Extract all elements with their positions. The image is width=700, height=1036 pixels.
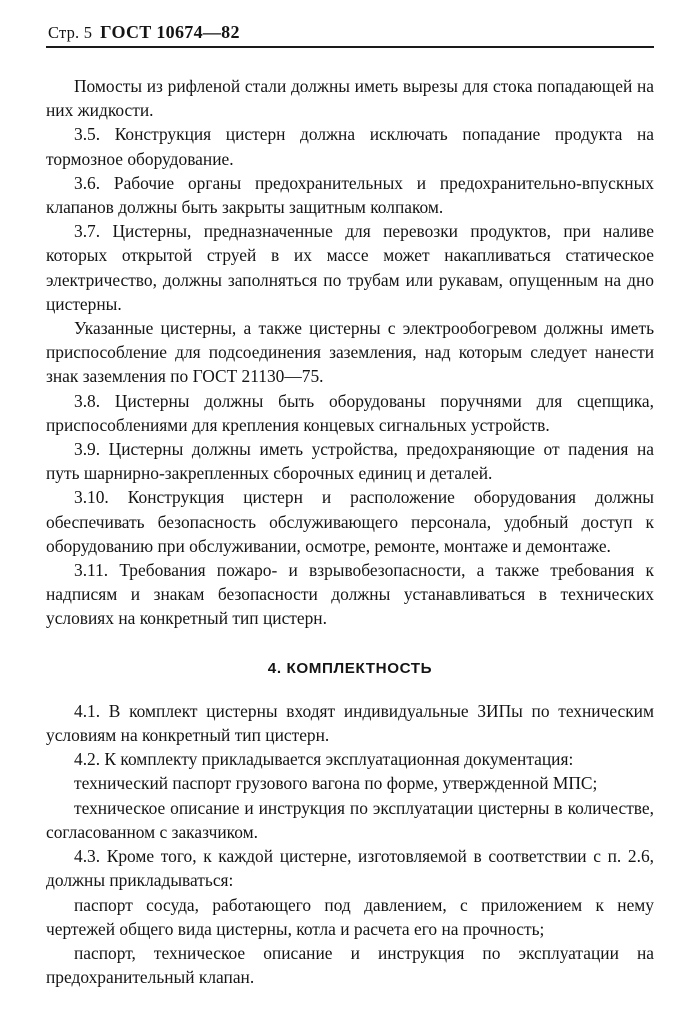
paragraph-4-3-item-2: паспорт, техническое описание и инструкция по эксплуатации на предохранительный клапан. — [46, 942, 654, 988]
section-heading-4: 4. КОМПЛЕКТНОСТЬ — [267, 659, 433, 677]
paragraph-3-9: 3.9. Цистерны должны иметь устройства, предохраняющие от падения на путь шарнирно-закрепленных сборочных единиц и деталей. — [46, 439, 654, 484]
header-divider — [46, 46, 654, 48]
paragraph-4-1: 4.1. В комплект цистерны входят индивидуальные ЗИПы по техническим условиям на конкретный тип цистерн. — [46, 700, 654, 746]
paragraph-4-3-item-1: паспорт сосуда, работающего под давлением, с приложением к нему чертежей общего вида цистерны, котла и расчета его на прочность; — [46, 894, 654, 939]
paragraph-3-5: 3.5. Конструкция цистерн должна исключать попадание продукта на тормозное оборудование. — [46, 124, 654, 169]
paragraph-3-8: 3.8. Цистерны должны быть оборудованы поручнями для сцепщика, приспособлениями для крепления концевых сигнальных устройств. — [46, 390, 654, 435]
paragraph-4-2-item-1: технический паспорт грузового вагона по форме, утвержденной МПС; — [74, 773, 598, 794]
paragraph-4-2-item-2: техническое описание и инструкция по эксплуатации цистерны в количестве, согласованном с заказчиком. — [46, 797, 654, 842]
page-header — [46, 22, 654, 43]
paragraph-3-10: 3.10. Конструкция цистерн и расположение оборудования должны обеспечивать безопасность обслуживающего персонала, удобный доступ к оборудованию при обслуживании, осмотре, ремонте, монтаже и демонтаже. — [46, 487, 654, 556]
paragraph-3-7: 3.7. Цистерны, предназначенные для перевозки продуктов, при наливе которых открытой струей в их массе может накапливаться статическое электричество, должны заполняться по трубам или рукавам, опущенным на дно цистерны. — [46, 221, 654, 314]
paragraph-4-3: 4.3. Кроме того, к каждой цистерне, изготовляемой в соответствии с п. 2.6, должны прикладываться: — [46, 846, 654, 891]
standard-designation: ГОСТ 10674—82 — [100, 22, 240, 42]
paragraph-3-6: 3.6. Рабочие органы предохранительных и предохранительно-впускных клапанов должны быть закрыты защитным колпаком. — [46, 172, 654, 218]
paragraph-3-11: 3.11. Требования пожаро- и взрывобезопасности, а также требования к надписям и знакам безопасности должны устанавливаться в технических условиях на конкретный тип цистерн. — [46, 560, 654, 629]
paragraph-grounding: Указанные цистерны, а также цистерны с электрообогревом должны иметь приспособление для подсоединения заземления, над которым следует нанести знак заземления по ГОСТ 21130—75. — [46, 318, 654, 387]
page-number-label: Стр. 5 — [48, 23, 93, 42]
document-body — [46, 74, 654, 989]
paragraph-4-2: 4.2. К комплекту прикладывается эксплуатационная документация: — [74, 749, 574, 770]
paragraph-intro: Помосты из рифленой стали должны иметь вырезы для стока попадающей на них жидкости. — [46, 76, 654, 121]
